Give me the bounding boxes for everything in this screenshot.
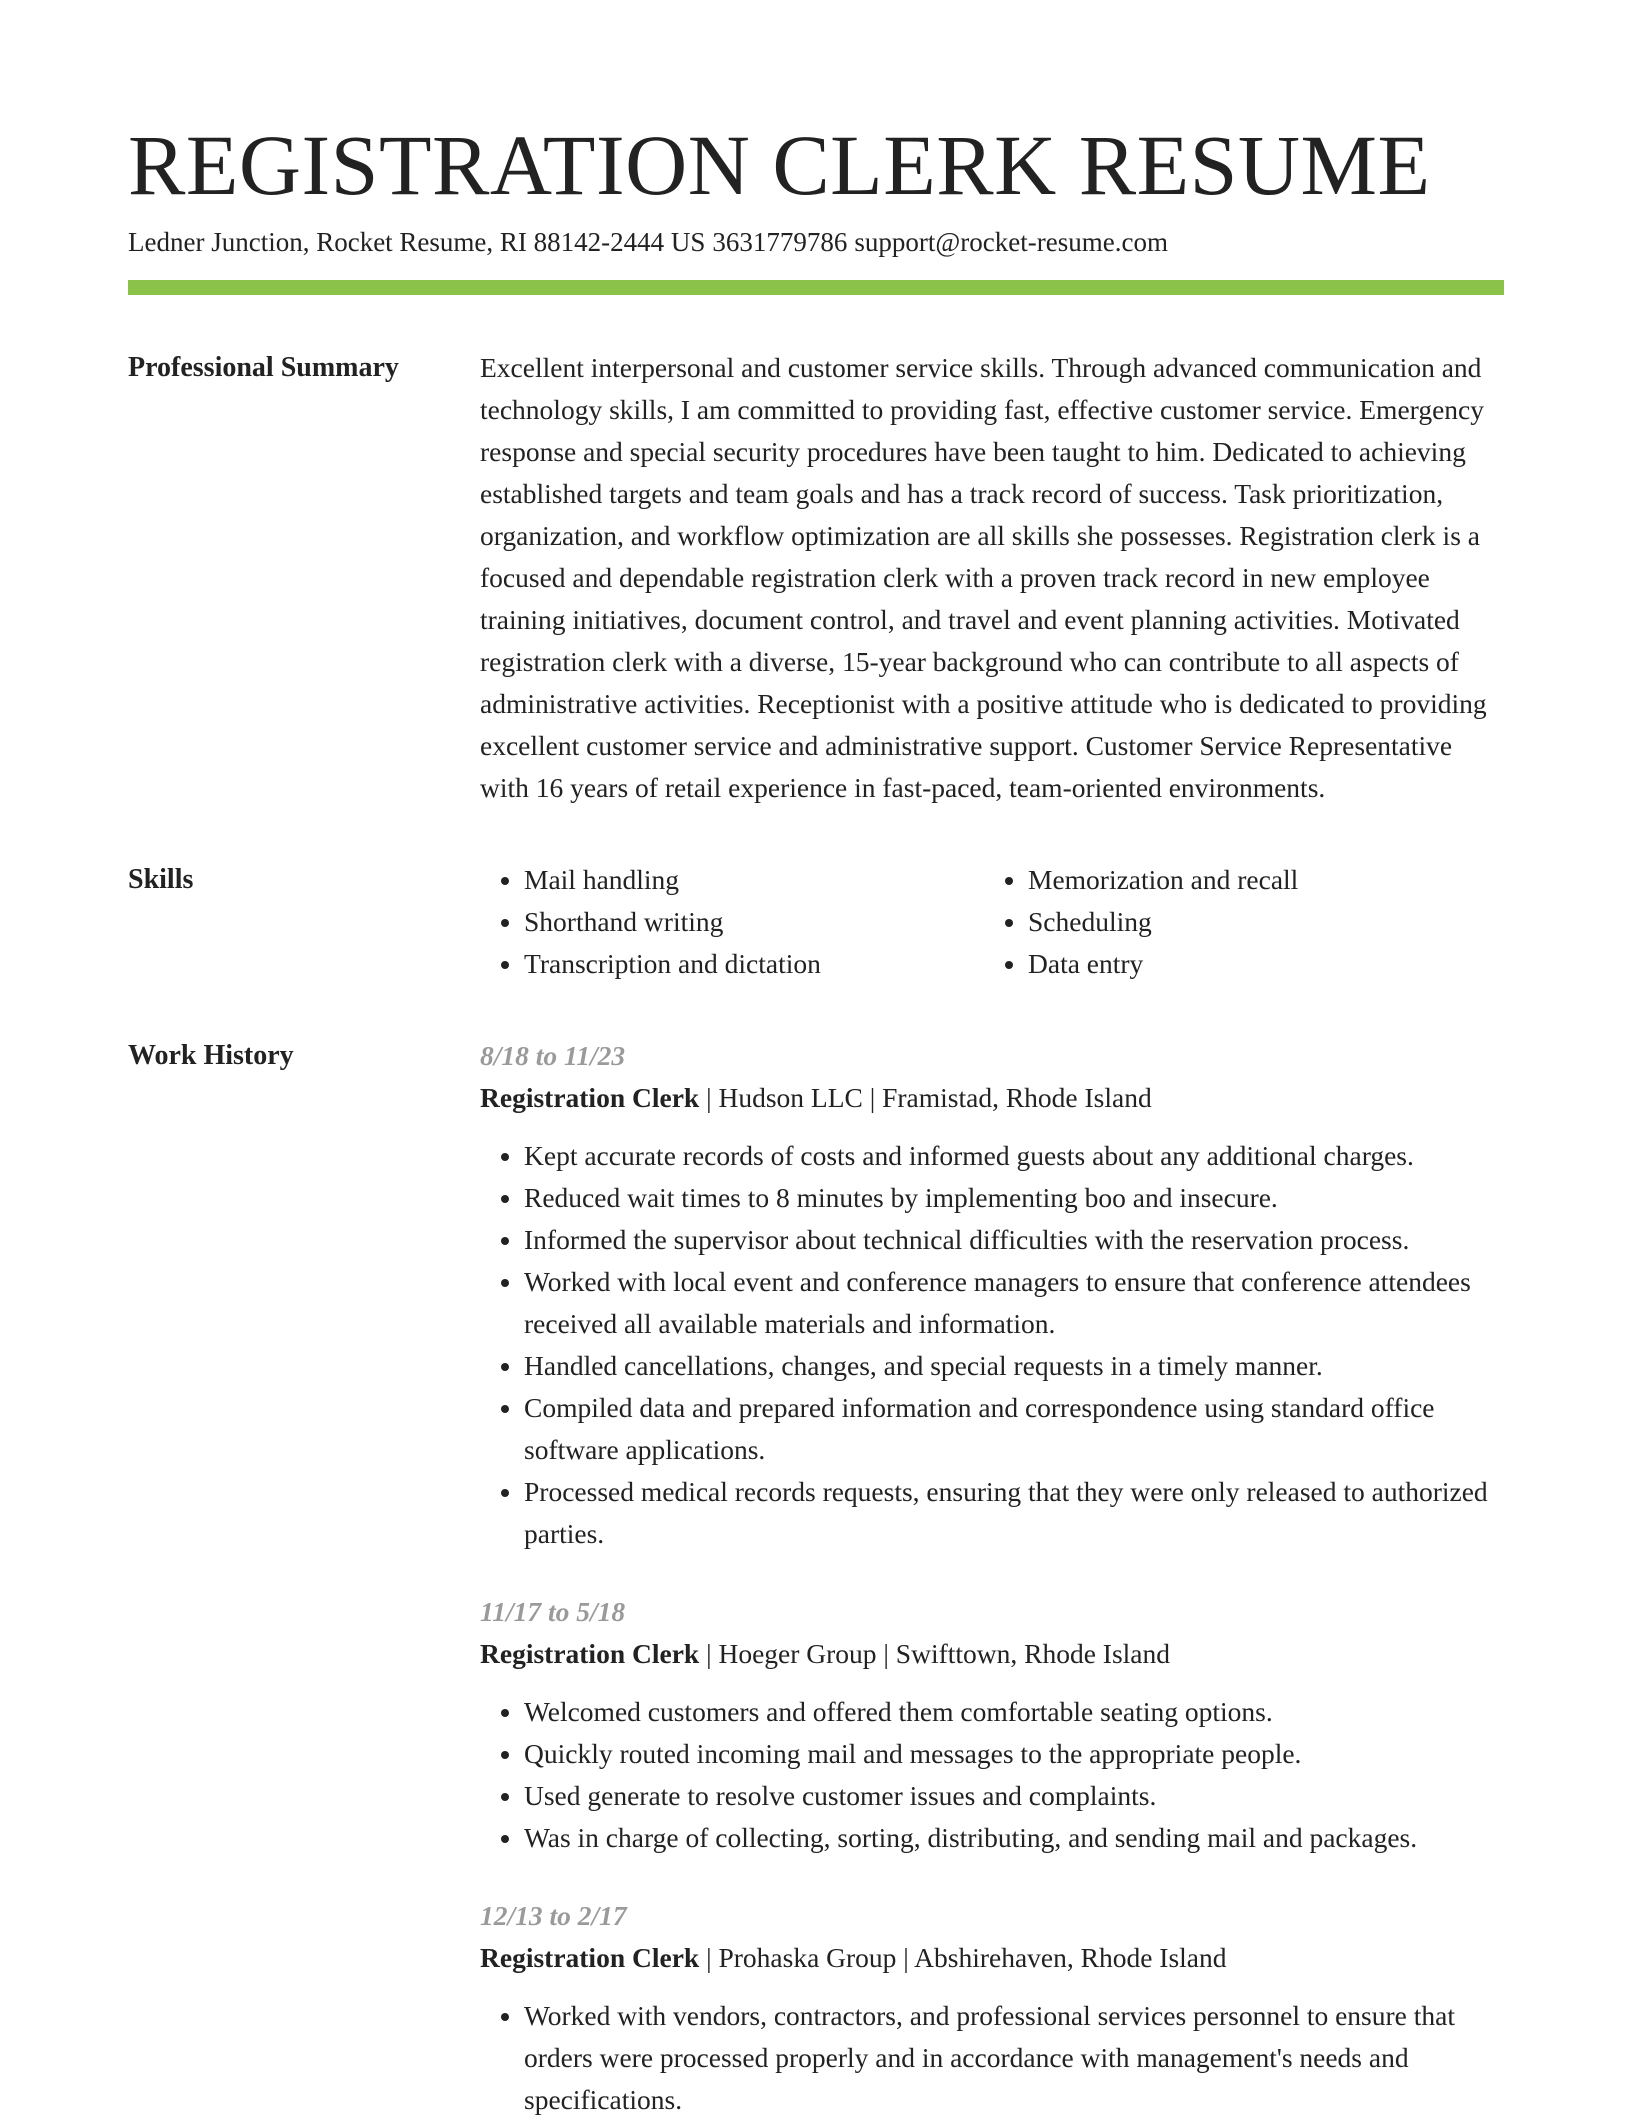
- job-bullets: [480, 1995, 1504, 2121]
- skill-item: • Scheduling: [1028, 901, 1488, 943]
- skills-section: [128, 859, 1504, 985]
- job-dates: 11/17 to 5/18: [480, 1595, 626, 1627]
- contact-line: [128, 225, 1504, 260]
- job-bullets: [480, 1691, 1504, 1859]
- skills-content: [480, 859, 1504, 985]
- job-entry: [480, 1591, 1504, 1859]
- work-history-content: [480, 1035, 1504, 2121]
- summary-heading: Professional Summary: [128, 351, 399, 383]
- job-heading: [480, 1077, 1504, 1119]
- job-title: Registration Clerk: [480, 1941, 700, 1973]
- skill-item: • Shorthand writing: [524, 901, 984, 943]
- job-bullet: • Was in charge of collecting, sorting, distributing, and sending mail and packages.: [524, 1817, 1504, 1859]
- skills-column-1: [480, 859, 984, 985]
- skills-column-2: [984, 859, 1488, 985]
- skills-heading: Skills: [128, 863, 194, 895]
- summary-section: [128, 347, 1504, 809]
- job-details: | Hoeger Group | Swifttown, Rhode Island: [699, 1637, 1171, 1669]
- job-bullet: • Used generate to resolve customer issues and complaints.: [524, 1775, 1504, 1817]
- job-bullet: • Quickly routed incoming mail and messages to the appropriate people.: [524, 1733, 1504, 1775]
- contact-email: support@rocket-resume.com: [854, 226, 1168, 257]
- job-heading: [480, 1633, 1504, 1675]
- job-bullet: • Kept accurate records of costs and informed guests about any additional charges.: [524, 1135, 1504, 1177]
- job-bullet: • Welcomed customers and offered them comfortable seating options.: [524, 1691, 1504, 1733]
- job-bullets: [480, 1135, 1504, 1555]
- job-bullet: • Handled cancellations, changes, and special requests in a timely manner.: [524, 1345, 1504, 1387]
- job-details: | Prohaska Group | Abshirehaven, Rhode Island: [699, 1941, 1227, 1973]
- skill-item: • Transcription and dictation: [524, 943, 984, 985]
- resume-title: REGISTRATION CLERK RESUME: [128, 117, 1431, 213]
- job-dates: 12/13 to 2/17: [480, 1899, 627, 1931]
- job-details: | Hudson LLC | Framistad, Rhode Island: [699, 1081, 1152, 1113]
- job-bullet: • Worked with vendors, contractors, and professional services personnel to ensure that orders were processed properly and in accordance with management's needs and specifications.: [524, 1995, 1504, 2121]
- job-title: Registration Clerk: [480, 1637, 700, 1669]
- job-bullet: • Reduced wait times to 8 minutes by implementing boo and insecure.: [524, 1177, 1504, 1219]
- work-history-heading: Work History: [128, 1039, 294, 1071]
- skill-item: • Memorization and recall: [1028, 859, 1488, 901]
- job-bullet: • Compiled data and prepared information and correspondence using standard office software applications.: [524, 1387, 1504, 1471]
- job-entry: [480, 1895, 1504, 2121]
- job-bullet: • Processed medical records requests, ensuring that they were only released to authorized parties.: [524, 1471, 1504, 1555]
- contact-address: Ledner Junction, Rocket Resume, RI 88142-2444 US: [128, 226, 706, 257]
- summary-text: Excellent interpersonal and customer service skills. Through advanced communication and technology skills, I am committed to providing fast, effective customer service. Emergency response and special security procedures have been taught to him. Dedicated to achieving established targets and team goals and has a track record of success. Task prioritization, organization, and workflow optimization are all skills she possesses. Registration clerk is a focused and dependable registration clerk with a proven track record in new employee training initiatives, document control, and travel and event planning activities. Motivated registration clerk with a diverse, 15-year background who can contribute to all aspects of administrative activities. Receptionist with a positive attitude who is dedicated to providing excellent customer service and administrative support. Customer Service Representative with 16 years of retail experience in fast-paced, team-oriented environments.: [480, 351, 1487, 803]
- summary-content: [480, 347, 1504, 809]
- job-entry: [480, 1035, 1504, 1555]
- work-history-section: [128, 1035, 1504, 2121]
- contact-phone: 3631779786: [712, 226, 848, 257]
- job-bullet: • Informed the supervisor about technical difficulties with the reservation process.: [524, 1219, 1504, 1261]
- job-heading: [480, 1937, 1504, 1979]
- skill-item: • Mail handling: [524, 859, 984, 901]
- job-title: Registration Clerk: [480, 1081, 700, 1113]
- job-dates: 8/18 to 11/23: [480, 1039, 626, 1071]
- skill-item: • Data entry: [1028, 943, 1488, 985]
- job-bullet: • Worked with local event and conference managers to ensure that conference attendees received all available materials and information.: [524, 1261, 1504, 1345]
- accent-divider: [128, 280, 1504, 295]
